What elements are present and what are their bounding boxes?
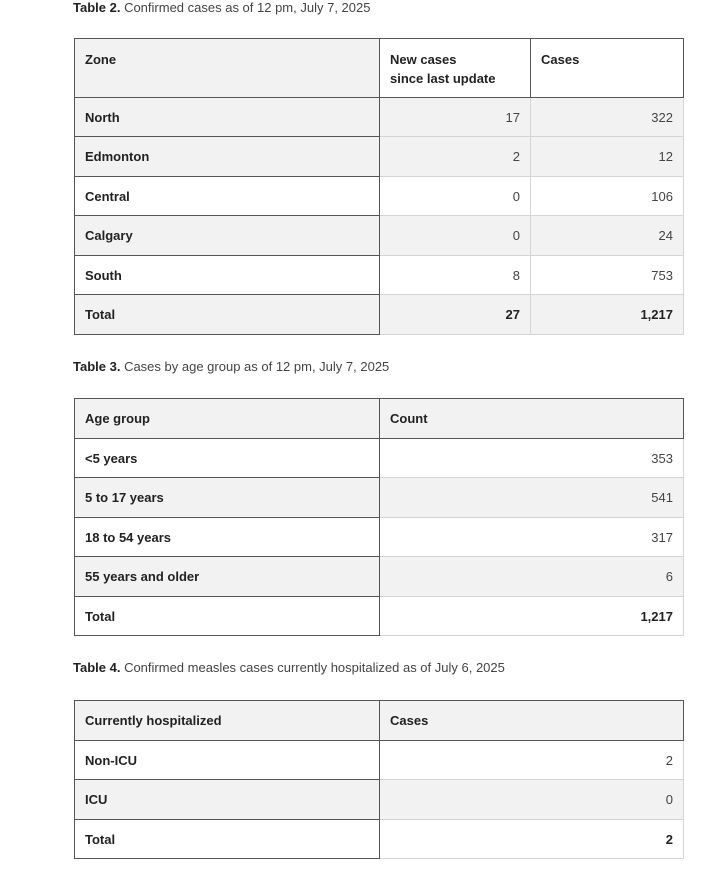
col-header-count: Count (380, 399, 684, 439)
new-cases-cell: 0 (380, 216, 531, 256)
table-header-row (75, 399, 684, 439)
zone-cell: Calgary (75, 216, 380, 256)
table4-caption-label: Table 4. (73, 660, 121, 675)
col-header-new-cases-line1: New cases (390, 52, 457, 67)
table3-caption-text: Cases by age group as of 12 pm, July 7, 2025 (120, 359, 390, 374)
table3-age-groups (74, 398, 684, 636)
table-total-row (75, 820, 684, 859)
zone-cell: Edmonton (75, 137, 380, 177)
table4-caption (73, 660, 505, 675)
col-header-currently-hospitalized: Currently hospitalized (75, 701, 380, 741)
age-group-cell: Total (75, 597, 380, 636)
col-header-cases: Cases (380, 701, 684, 741)
table-row (75, 780, 684, 820)
col-header-new-cases-line2: since last update (390, 71, 496, 86)
new-cases-cell: 17 (380, 98, 531, 137)
zone-cell: South (75, 256, 380, 295)
table2-caption (73, 0, 370, 15)
status-cell: Total (75, 820, 380, 859)
count-cell: 353 (380, 439, 684, 478)
new-cases-cell: 8 (380, 256, 531, 295)
table-row (75, 98, 684, 137)
cases-cell: 2 (380, 820, 684, 859)
table-row (75, 216, 684, 256)
age-group-cell: 18 to 54 years (75, 518, 380, 557)
table-row (75, 439, 684, 478)
count-cell: 541 (380, 478, 684, 518)
table3-caption-label: Table 3. (73, 359, 121, 374)
cases-cell: 322 (531, 98, 684, 137)
status-cell: ICU (75, 780, 380, 820)
count-cell: 6 (380, 557, 684, 597)
zone-cell: Central (75, 177, 380, 216)
col-header-age-group: Age group (75, 399, 380, 439)
table-row (75, 557, 684, 597)
age-group-cell: 5 to 17 years (75, 478, 380, 518)
cases-cell: 1,217 (531, 295, 684, 335)
col-header-new-cases (380, 39, 531, 98)
table2-caption-text: Confirmed cases as of 12 pm, July 7, 2025 (120, 0, 371, 15)
table-total-row (75, 295, 684, 335)
table-row (75, 518, 684, 557)
table-row (75, 478, 684, 518)
status-cell: Non-ICU (75, 741, 380, 780)
table2-confirmed-cases (74, 38, 684, 335)
new-cases-cell: 27 (380, 295, 531, 335)
table4-hospitalized (74, 700, 684, 859)
cases-cell: 753 (531, 256, 684, 295)
cases-cell: 106 (531, 177, 684, 216)
table-row (75, 177, 684, 216)
table-row (75, 137, 684, 177)
table3-caption (73, 359, 389, 374)
new-cases-cell: 0 (380, 177, 531, 216)
table-header-row (75, 701, 684, 741)
table-header-row (75, 39, 684, 98)
cases-cell: 24 (531, 216, 684, 256)
table-row (75, 741, 684, 780)
count-cell: 317 (380, 518, 684, 557)
zone-cell: North (75, 98, 380, 137)
table-total-row (75, 597, 684, 636)
table2-caption-label: Table 2. (73, 0, 121, 15)
zone-cell: Total (75, 295, 380, 335)
age-group-cell: 55 years and older (75, 557, 380, 597)
table-row (75, 256, 684, 295)
new-cases-cell: 2 (380, 137, 531, 177)
col-header-zone: Zone (75, 39, 380, 98)
table4-caption-text: Confirmed measles cases currently hospitalized as of July 6, 2025 (120, 660, 505, 675)
age-group-cell: <5 years (75, 439, 380, 478)
count-cell: 1,217 (380, 597, 684, 636)
cases-cell: 2 (380, 741, 684, 780)
col-header-cases: Cases (531, 39, 684, 98)
cases-cell: 0 (380, 780, 684, 820)
cases-cell: 12 (531, 137, 684, 177)
